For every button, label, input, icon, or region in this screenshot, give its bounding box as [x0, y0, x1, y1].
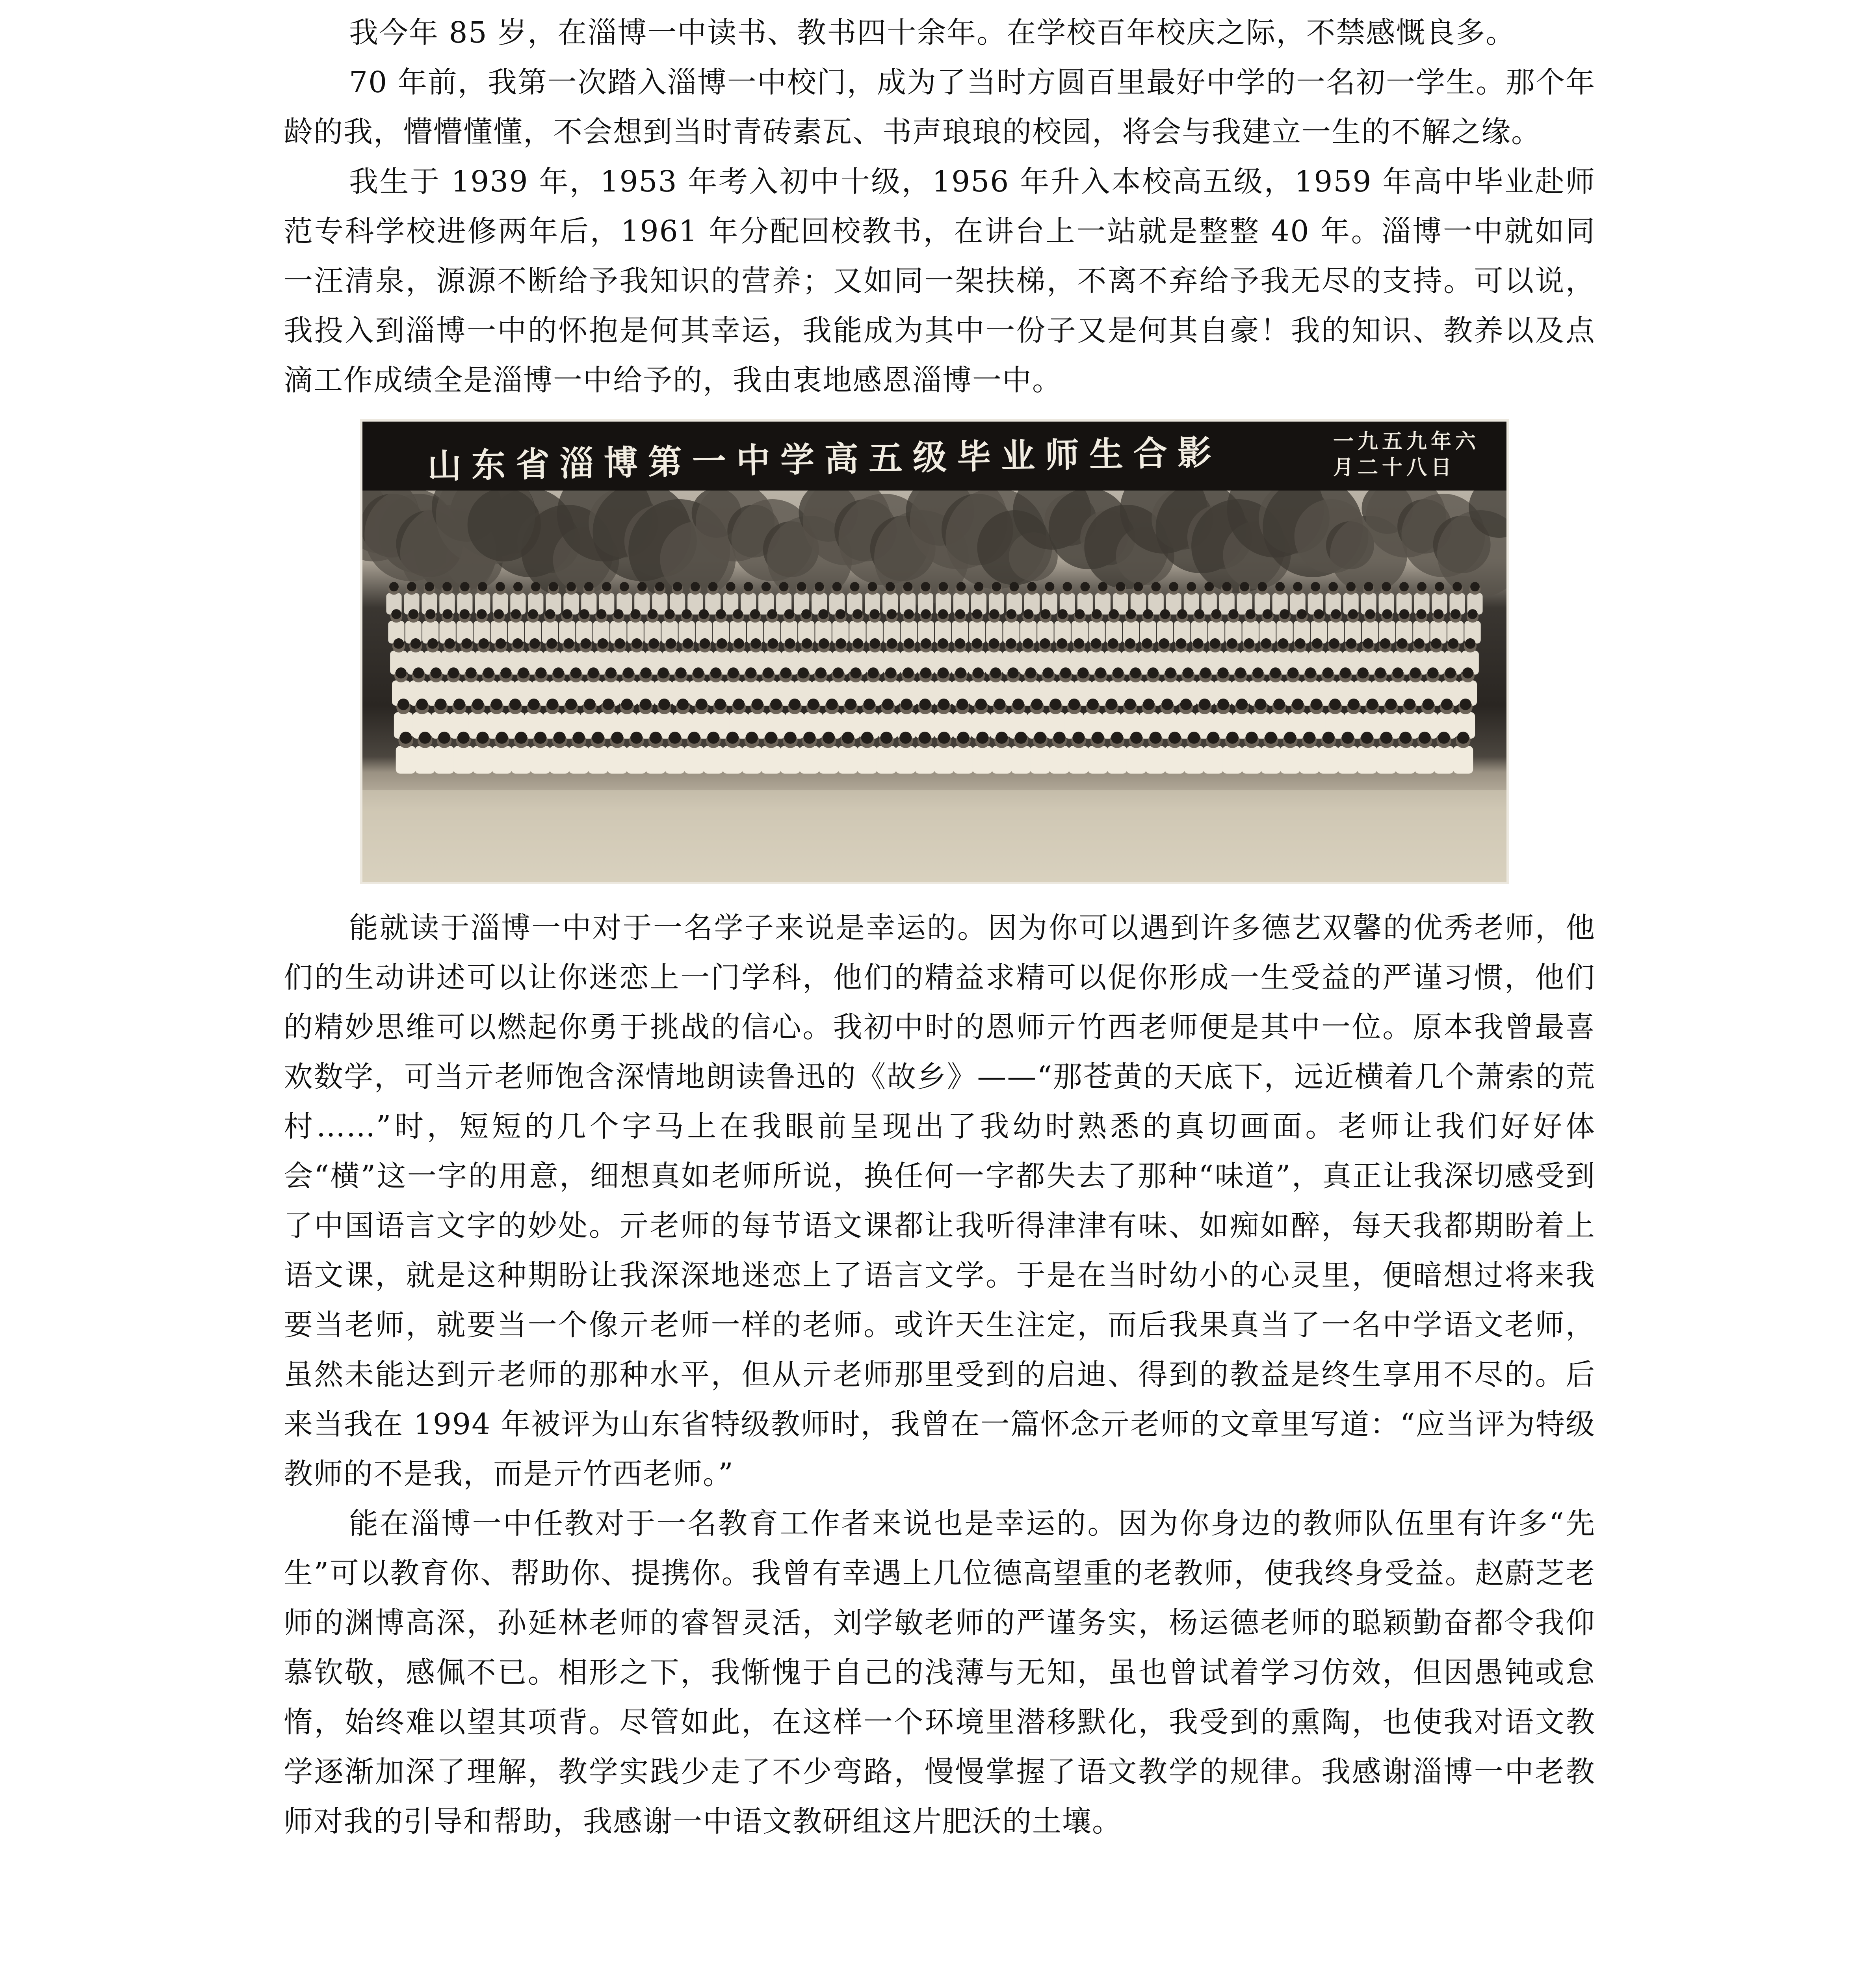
paragraph-student-luck: 能就读于淄博一中对于一名学子来说是幸运的。因为你可以遇到许多德艺双馨的优秀老师，他们的生动讲述可以让你迷恋上一门学科，他们的精益求精可以促你形成一生受益的严谨习惯，他们的精妙思维可以燃起你勇于挑战的信心。我初中时的恩师亓竹西老师便是其中一位。原本我曾最喜欢数学，可当亓老师饱含深情地朗读鲁迅的《故乡》——“那苍黄的天底下，远近横着几个萧索的荒村……”时，短短的几个字马上在我眼前呈现出了我幼时熟悉的真切画面。老师让我们好好体会“横”这一字的用意，细想真如老师所说，换任何一字都失去了那种“味道”，真正让我深切感受到了中国语言文字的妙处。亓老师的每节语文课都让我听得津津有味、如痴如醉，每天我都期盼着上语文课，就是这种期盼让我深深地迷恋上了语言文学。于是在当时幼小的心灵里，便暗想过将来我要当老师，就要当一个像亓老师一样的老师。或许天生注定，而后我果真当了一名中学语文老师，虽然未能达到亓老师的那种水平，但从亓老师那里受到的启迪、得到的教益是终生享用不尽的。后来当我在 1994 年被评为山东省特级教师时，我曾在一篇怀念亓老师的文章里写道：“应当评为特级教师的不是我，而是亓竹西老师。” — [284, 911, 1596, 1491]
photo-banner-title: 山东省淄博第一中学高五级毕业师生合影 — [427, 432, 1222, 486]
paragraph-biography: 我生于 1939 年，1953 年考入初中十级，1956 年升入本校高五级，1959 年高中毕业赴师范专科学校进修两年后，1961 年分配回校教书，在讲台上一站就是整整 40 年。淄博一中就如同一汪清泉，源源不断给予我知识的营养；又如同一架扶梯，不离不弃给予我无尽的支持。可以说，我投入到淄博一中的怀抱是何其幸运，我能成为其中一份子又是何其自豪！我的知识、教养以及点滴工作成绩全是淄博一中给予的，我由衷地感恩淄博一中。 — [284, 165, 1596, 397]
paragraph-intro: 我今年 85 岁，在淄博一中读书、教书四十余年。在学校百年校庆之际，不禁感慨良多。 — [349, 16, 1516, 50]
photo-banner — [362, 422, 1506, 491]
article — [284, 8, 1596, 1846]
photo-banner-date: 一九五九年六月二十八日 — [1333, 429, 1480, 479]
paragraph-teacher-luck: 能在淄博一中任教对于一名教育工作者来说也是幸运的。因为你身边的教师队伍里有许多“先生”可以教育你、帮助你、提携你。我曾有幸遇上几位德高望重的老教师，使我终身受益。赵蔚芝老师的渊博高深，孙延林老师的睿智灵活，刘学敏老师的严谨务实，杨运德老师的聪颖勤奋都令我仰慕钦敬，感佩不已。相形之下，我惭愧于自己的浅薄与无知，虽也曾试着学习仿效，但因愚钝或怠惰，始终难以望其项背。尽管如此，在这样一个环境里潜移默化，我受到的熏陶，也使我对语文教学逐渐加深了理解，教学实践少走了不少弯路，慢慢掌握了语文教学的规律。我感谢淄博一中老教师对我的引导和帮助，我感谢一中语文教研组这片肥沃的土壤。 — [284, 1507, 1596, 1838]
graduation-group-photo — [362, 422, 1506, 882]
photo-crowd-scene — [362, 491, 1506, 882]
paragraph-first-entry: 70 年前，我第一次踏入淄博一中校门，成为了当时方圆百里最好中学的一名初一学生。那个年龄的我，懵懵懂懂，不会想到当时青砖素瓦、书声琅琅的校园，将会与我建立一生的不解之缘。 — [284, 65, 1596, 149]
crowd-illustration — [362, 491, 1506, 882]
